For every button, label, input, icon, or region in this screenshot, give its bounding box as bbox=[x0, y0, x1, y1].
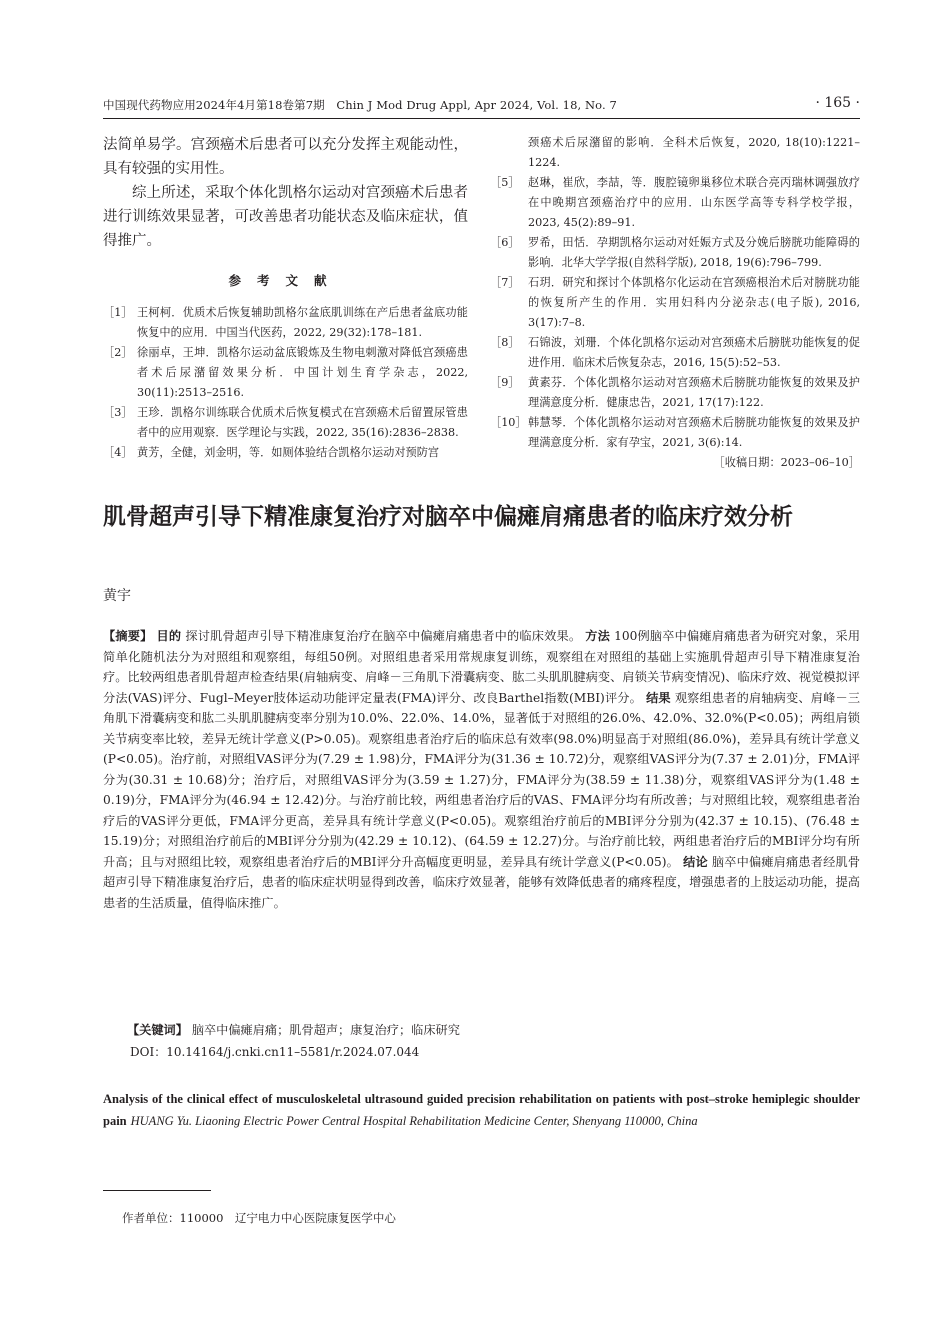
body-paragraph: 综上所述，采取个体化凯格尔运动对宫颈癌术后患者进行训练效果显著，可改善患者功能状态及临床症状，值得推广。 bbox=[103, 185, 468, 249]
conclusion-text: 脑卒中偏瘫肩痛患者经肌骨超声引导下精准康复治疗后，患者的临床症状明显得到改善，临床疗效显著，能够有效降低患者的痛疼程度，增强患者的上肢运动功能，提高患者的生活质量，值得临床推广。 bbox=[103, 854, 861, 910]
reference-text: 王柯柯．优质术后恢复辅助凯格尔盆底肌训练在产后患者盆底功能恢复中的应用．中国当代医药，2022, 29(32):178–181. bbox=[137, 306, 468, 339]
reference-text: 罗希，田恬．孕期凯格尔运动对妊娠方式及分娩后膀胱功能障碍的影响．北华大学学报(自然科学版), 2018, 19(6):796–799. bbox=[528, 236, 860, 269]
english-title: Analysis of the clinical effect of musculoskeletal ultrasound guided precision rehabilitation on patients with post–stroke hemiplegic shoulder pain bbox=[103, 1092, 860, 1128]
reference-number: ［8］ bbox=[490, 336, 520, 349]
reference-item bbox=[490, 273, 860, 333]
aim-text: 探讨肌骨超声引导下精准康复治疗在脑卒中偏瘫肩痛患者中的临床效果。 bbox=[185, 629, 582, 643]
reference-text: 王珍．凯格尔训练联合优质术后恢复模式在宫颈癌术后留置尿管患者中的应用观察．医学理论与实践，2022, 35(16):2836–2838. bbox=[137, 406, 468, 439]
results-text: 观察组患者的肩轴病变、肩峰－三角肌下滑囊病变和肱二头肌肌腱病变率分别为10.0%、22.0%、14.0%，显著低于对照组的26.0%、42.0%、32.0%(P<0.05)；两组肩锁关节病变率比较，差异无统计学意义(P>0.05)。观察组患者治疗后的临床总有效率(98.0%)明显高于对照组(86.0%)，差异具有统计学意义(P<0.05)。治疗前，对照组VAS评分为(7.29 ± 1.98)分，FMA评分为(31.36 ± 10.72)分，观察组VAS评分为(7.37 ± 2.01)分，FMA评分为(30.31 ± 10.68)分；治疗后，对照组VAS评分为(3.59 ± 1.27)分，FMA评分为(38.59 ± 11.38)分，观察组VAS评分为(1.48 ± 0.19)分，FMA评分为(46.94 ± 12.42)分。与治疗前比较，两组患者治疗后的VAS、FMA评分均有所改善；与对照组比较，观察组患者治疗后的VAS评分更低，FMA评分更高，差异具有统计学意义(P<0.05)。观察组治疗前后的MBI评分分别为(42.37 ± 10.15)、(76.48 ± 15.19)分；对照组治疗前后的MBI评分分别为(42.29 ± 10.12)、(64.59 ± 12.27)分。与治疗前比较，两组患者治疗后的MBI评分均有所升高；且与对照组比较，观察组患者治疗后的MBI评分升高幅度更明显，差异具有统计学意义(P<0.05)。 bbox=[103, 690, 861, 869]
reference-text: 徐丽卓，王坤．凯格尔运动盆底锻炼及生物电刺激对降低宫颈癌患者术后尿潴留效果分析．中国计划生育学杂志，2022, 30(11):2513–2516. bbox=[137, 346, 468, 399]
methods-text: 100例脑卒中偏瘫肩痛患者为研究对象，采用简单化随机法分为对照组和观察组，每组50例。对照组患者采用常规康复训练，观察组在对照组的基础上实施肌骨超声引导下精准康复治疗。比较两组患者肌骨超声检查结果(肩轴病变、肩峰－三角肌下滑囊病变、肱二头肌肌腱病变、肩锁关节病变情况)、临床疗效、视觉模拟评分法(VAS)评分、Fugl–Meyer肢体运动功能评定量表(FMA)评分、改良Barthel指数(MBI)评分。 bbox=[103, 629, 861, 705]
article-author: 黄宇 bbox=[103, 588, 131, 604]
reference-number: ［2］ bbox=[103, 346, 133, 359]
reference-text: 黄芳，全健，刘金明，等．如厕体验结合凯格尔运动对预防宫 bbox=[137, 446, 440, 459]
reference-item bbox=[490, 413, 860, 453]
header-divider bbox=[103, 118, 860, 119]
references-heading: 参考文献 bbox=[228, 273, 343, 288]
reference-item bbox=[103, 303, 468, 343]
body-paragraph: 法简单易学。宫颈癌术后患者可以充分发挥主观能动性，具有较强的实用性。 bbox=[103, 137, 468, 177]
reference-text: 黄素芬．个体化凯格尔运动对宫颈癌术后膀胱功能恢复的效果及护理满意度分析．健康忠告，2021, 17(17):122. bbox=[528, 376, 860, 409]
abstract bbox=[103, 626, 860, 913]
doi: DOI：10.14164/j.cnki.cn11–5581/r.2024.07.044 bbox=[130, 1045, 420, 1059]
keywords-label: 【关键词】 bbox=[127, 1023, 188, 1037]
english-affiliation: HUANG Yu. Liaoning Electric Power Central Hospital Rehabilitation Medicine Center, Shenyang 110000, China bbox=[130, 1114, 698, 1128]
reference-text: 赵琳，崔欣，李喆，等．腹腔镜卵巢移位术联合亮丙瑞林调强放疗在中晚期宫颈癌治疗中的应用．山东医学高等专科学校学报，2023, 45(2):89–91. bbox=[528, 176, 860, 229]
received-date: ［收稿日期：2023–06–10］ bbox=[713, 456, 860, 469]
reference-text: 石玥．研究和探讨个体凯格尔化运动在宫颈癌根治术后对膀胱功能的恢复所产生的作用．实用妇科内分泌杂志(电子版), 2016, 3(17):7–8. bbox=[528, 276, 860, 329]
results-label: 结果 bbox=[646, 690, 671, 705]
footnote-divider bbox=[103, 1190, 211, 1191]
reference-item bbox=[490, 373, 860, 413]
reference-item bbox=[490, 233, 860, 273]
reference-number: ［9］ bbox=[490, 376, 520, 389]
keywords bbox=[127, 1020, 460, 1040]
reference-continuation: 颈癌术后尿潴留的影响．全科术后恢复，2020, 18(10):1221–1224. bbox=[528, 136, 860, 169]
running-header: 中国现代药物应用2024年4月第18卷第7期 Chin J Mod Drug Appl, Apr 2024, Vol. 18, No. 7 bbox=[103, 98, 617, 112]
keywords-text: 脑卒中偏瘫肩痛；肌骨超声；康复治疗；临床研究 bbox=[191, 1023, 460, 1037]
reference-item bbox=[490, 333, 860, 373]
reference-number: ［3］ bbox=[103, 406, 133, 419]
reference-text: 韩慧琴．个体化凯格尔运动对宫颈癌术后膀胱功能恢复的效果及护理满意度分析．家有孕宝，2021, 3(6):14. bbox=[528, 416, 860, 449]
aim-label: 目的 bbox=[156, 629, 182, 643]
reference-item bbox=[103, 403, 468, 443]
reference-number: ［10］ bbox=[490, 416, 527, 429]
article-title: 肌骨超声引导下精准康复治疗对脑卒中偏瘫肩痛患者的临床疗效分析 bbox=[103, 504, 793, 530]
reference-item bbox=[103, 443, 468, 463]
reference-number: ［7］ bbox=[490, 276, 520, 289]
page-number: · 165 · bbox=[815, 95, 860, 111]
reference-text: 石锦波，刘珊．个体化凯格尔运动对宫颈癌术后膀胱功能恢复的促进作用．临床术后恢复杂志，2016, 15(5):52–53. bbox=[528, 336, 860, 369]
reference-number: ［5］ bbox=[490, 176, 520, 189]
reference-number: ［1］ bbox=[103, 306, 133, 319]
reference-item bbox=[490, 173, 860, 233]
right-column bbox=[490, 133, 860, 473]
methods-label: 方法 bbox=[585, 629, 611, 643]
abstract-label: 【摘要】 bbox=[103, 629, 153, 643]
reference-number: ［4］ bbox=[103, 446, 133, 459]
reference-number: ［6］ bbox=[490, 236, 520, 249]
english-title-block bbox=[103, 1088, 860, 1132]
author-affiliation-footnote: 作者单位：110000 辽宁电力中心医院康复医学中心 bbox=[122, 1211, 396, 1225]
left-column bbox=[103, 133, 468, 463]
conclusion-label: 结论 bbox=[683, 854, 708, 869]
reference-item bbox=[103, 343, 468, 403]
